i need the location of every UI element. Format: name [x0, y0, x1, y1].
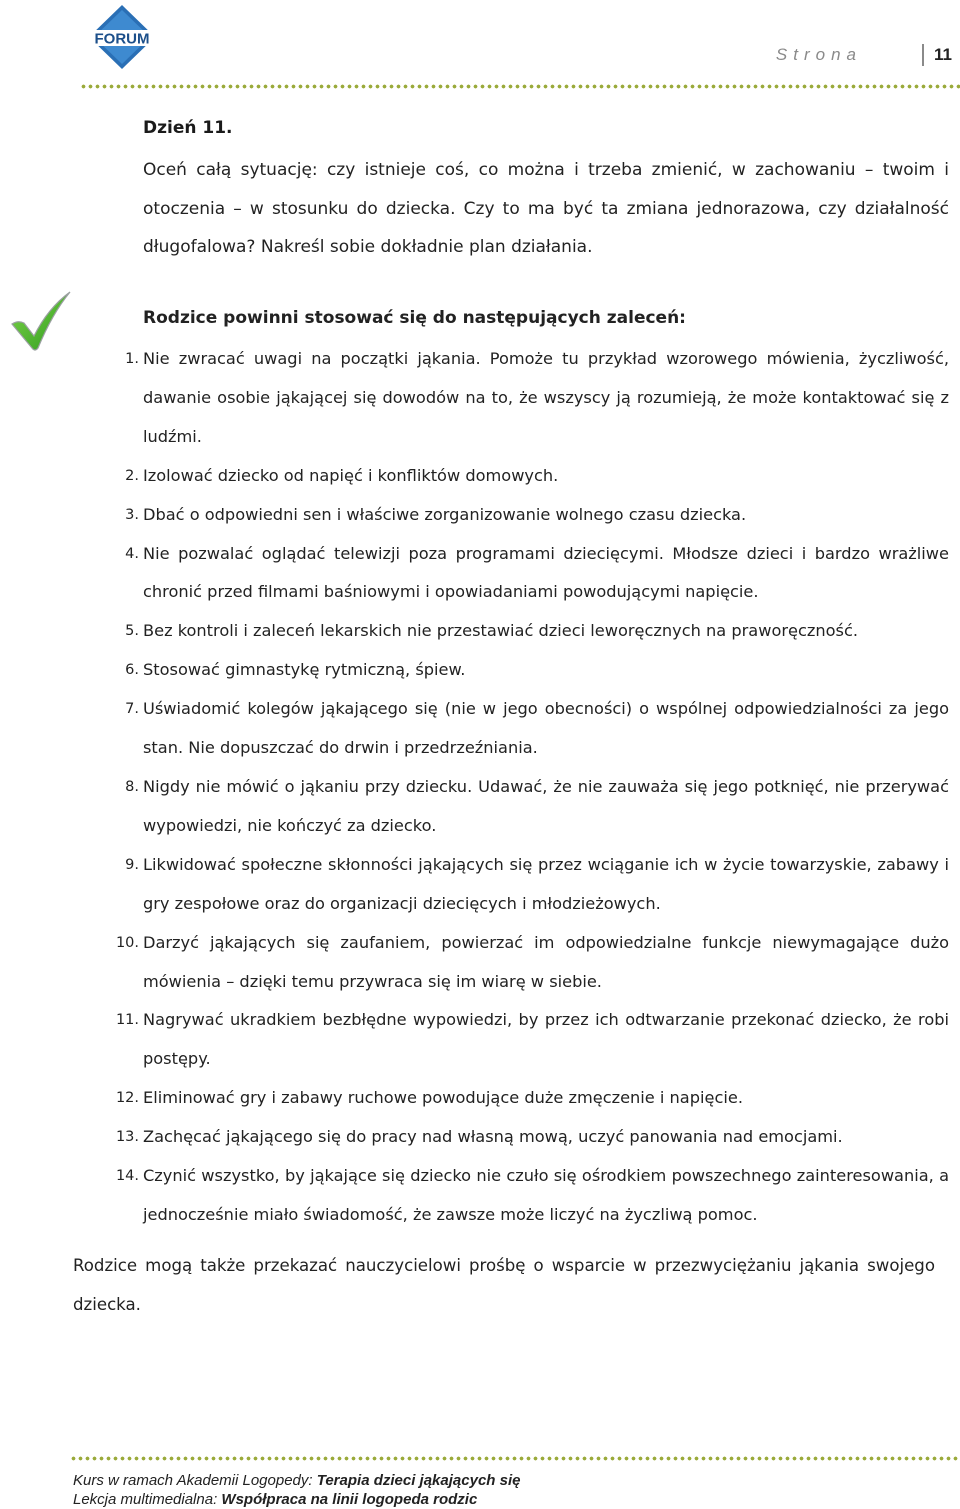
header-dotted-rule	[80, 84, 960, 89]
list-item	[125, 846, 949, 924]
footer-dotted-rule	[70, 1456, 960, 1461]
list-item-text: Izolować dziecko od napięć i konfliktów domowych.	[143, 465, 559, 485]
list-item	[125, 535, 949, 613]
page-label: Strona	[775, 45, 862, 64]
footer-line-lesson	[73, 1490, 520, 1509]
list-item-text: Uświadomić kolegów jąkającego się (nie w jego obecności) o wspólnej odpowiedzialności za jego stan. Nie dopuszczać do drwin i przedrzeźniania.	[143, 699, 949, 758]
list-item-text: Nigdy nie mówić o jąkaniu przy dziecku. Udawać, że nie zauważa się jego potknięć, nie przerywać wypowiedzi, nie kończyć za dziecko.	[143, 776, 949, 835]
list-item-number: 3.	[125, 506, 139, 523]
page-separator	[922, 44, 924, 66]
list-item-number: 7.	[125, 701, 139, 718]
list-item-number: 10.	[115, 934, 139, 951]
list-item	[125, 690, 949, 768]
list-item	[125, 651, 949, 690]
list-item-text: Likwidować społeczne skłonności jąkających się przez wciąganie ich w życie towarzyskie, zabawy i gry zespołowe oraz do organizacji dziecięcych i młodzieżowych.	[143, 854, 949, 913]
footer-course-title: Terapia dzieci jąkających się	[316, 1472, 521, 1489]
list-item-number: 5.	[125, 623, 139, 640]
list-item-text: Nie pozwalać oglądać telewizji poza programami dziecięcymi. Młodsze dzieci i bardzo wrażliwe chronić przed filmami baśniowymi i opowiadaniami powodującymi napięcie.	[143, 543, 949, 602]
list-item	[115, 1118, 949, 1157]
footer-lesson-prefix: Lekcja multimedialna:	[73, 1491, 218, 1508]
list-item	[115, 1001, 949, 1079]
list-item	[125, 457, 949, 496]
list-item	[115, 1079, 949, 1118]
footer	[73, 1471, 520, 1509]
list-item-text: Darzyć jąkających się zaufaniem, powierzać im odpowiedzialne funkcje niewymagające dużo mówienia – dzięki temu przywraca się im wiarę w siebie.	[143, 932, 949, 991]
list-item-text: Bez kontroli i zaleceń lekarskich nie przestawiać dzieci leworęcznych na praworęczność.	[143, 621, 859, 641]
list-item	[125, 612, 949, 651]
list-item-number: 12.	[115, 1090, 139, 1107]
closing-paragraph: Rodzice mogą także przekazać nauczycielowi prośbę o wsparcie w przezwyciężaniu jąkania swojego dziecka.	[73, 1256, 935, 1314]
recommendations-list	[115, 340, 949, 1235]
list-item-text: Stosować gimnastykę rytmiczną, śpiew.	[143, 660, 466, 680]
forum-logo	[88, 4, 156, 70]
list-item-number: 8.	[125, 778, 139, 795]
list-item-text: Czynić wszystko, by jąkające się dziecko nie czuło się ośrodkiem powszechnego zainteresowania, a jednocześnie miało świadomość, że zawsze może liczyć na życzliwą pomoc.	[143, 1166, 949, 1224]
recommendations-heading: Rodzice powinni stosować się do następujących zaleceń:	[143, 308, 686, 328]
list-item-text: Zachęcać jąkającego się do pracy nad własną mową, uczyć panowania nad emocjami.	[143, 1127, 843, 1147]
list-item	[125, 496, 949, 535]
list-item	[125, 340, 949, 457]
list-item-number: 4.	[125, 545, 139, 562]
checkmark-icon	[8, 290, 72, 352]
list-item-number: 14.	[115, 1168, 139, 1185]
list-item-text: Nie zwracać uwagi na początki jąkania. Pomoże tu przykład wzorowego mówienia, życzliwość, dawanie osobie jąkającej się dowodów na to, że wszyscy ją rozumieją, że może kontaktować się z ludźmi.	[143, 349, 949, 446]
list-item-number: 1.	[125, 351, 139, 367]
footer-lesson-title: Współpraca na linii logopeda rodzic	[221, 1491, 478, 1508]
page-number: 11	[934, 45, 952, 64]
list-item-number: 6.	[125, 662, 139, 679]
footer-course-prefix: Kurs w ramach Akademii Logopedy:	[73, 1472, 313, 1489]
list-item-number: 11.	[115, 1012, 139, 1029]
list-item	[115, 1157, 949, 1235]
list-item-text: Eliminować gry i zabawy ruchowe powodujące duże zmęczenie i napięcie.	[143, 1088, 743, 1108]
list-item-number: 2.	[125, 467, 139, 484]
logo-text: FORUM	[94, 30, 150, 48]
list-item-number: 13.	[115, 1129, 139, 1146]
list-item-text: Dbać o odpowiedni sen i właściwe zorganizowanie wolnego czasu dziecka.	[143, 504, 747, 524]
list-item	[125, 768, 949, 846]
list-item-number: 9.	[125, 856, 139, 873]
list-item-text: Nagrywać ukradkiem bezbłędne wypowiedzi, by przez ich odtwarzanie przekonać dziecko, że robi postępy.	[143, 1010, 949, 1069]
list-item	[115, 924, 949, 1002]
day-heading: Dzień 11.	[143, 118, 233, 138]
intro-paragraph: Oceń całą sytuację: czy istnieje coś, co można i trzeba zmienić, w zachowaniu – twoim i otoczenia – w stosunku do dziecka. Czy to ma być ta zmiana jednorazowa, czy działalność długofalowa? Nakreśl sobie dokładnie plan działania.	[143, 160, 949, 257]
footer-line-course	[73, 1471, 520, 1490]
